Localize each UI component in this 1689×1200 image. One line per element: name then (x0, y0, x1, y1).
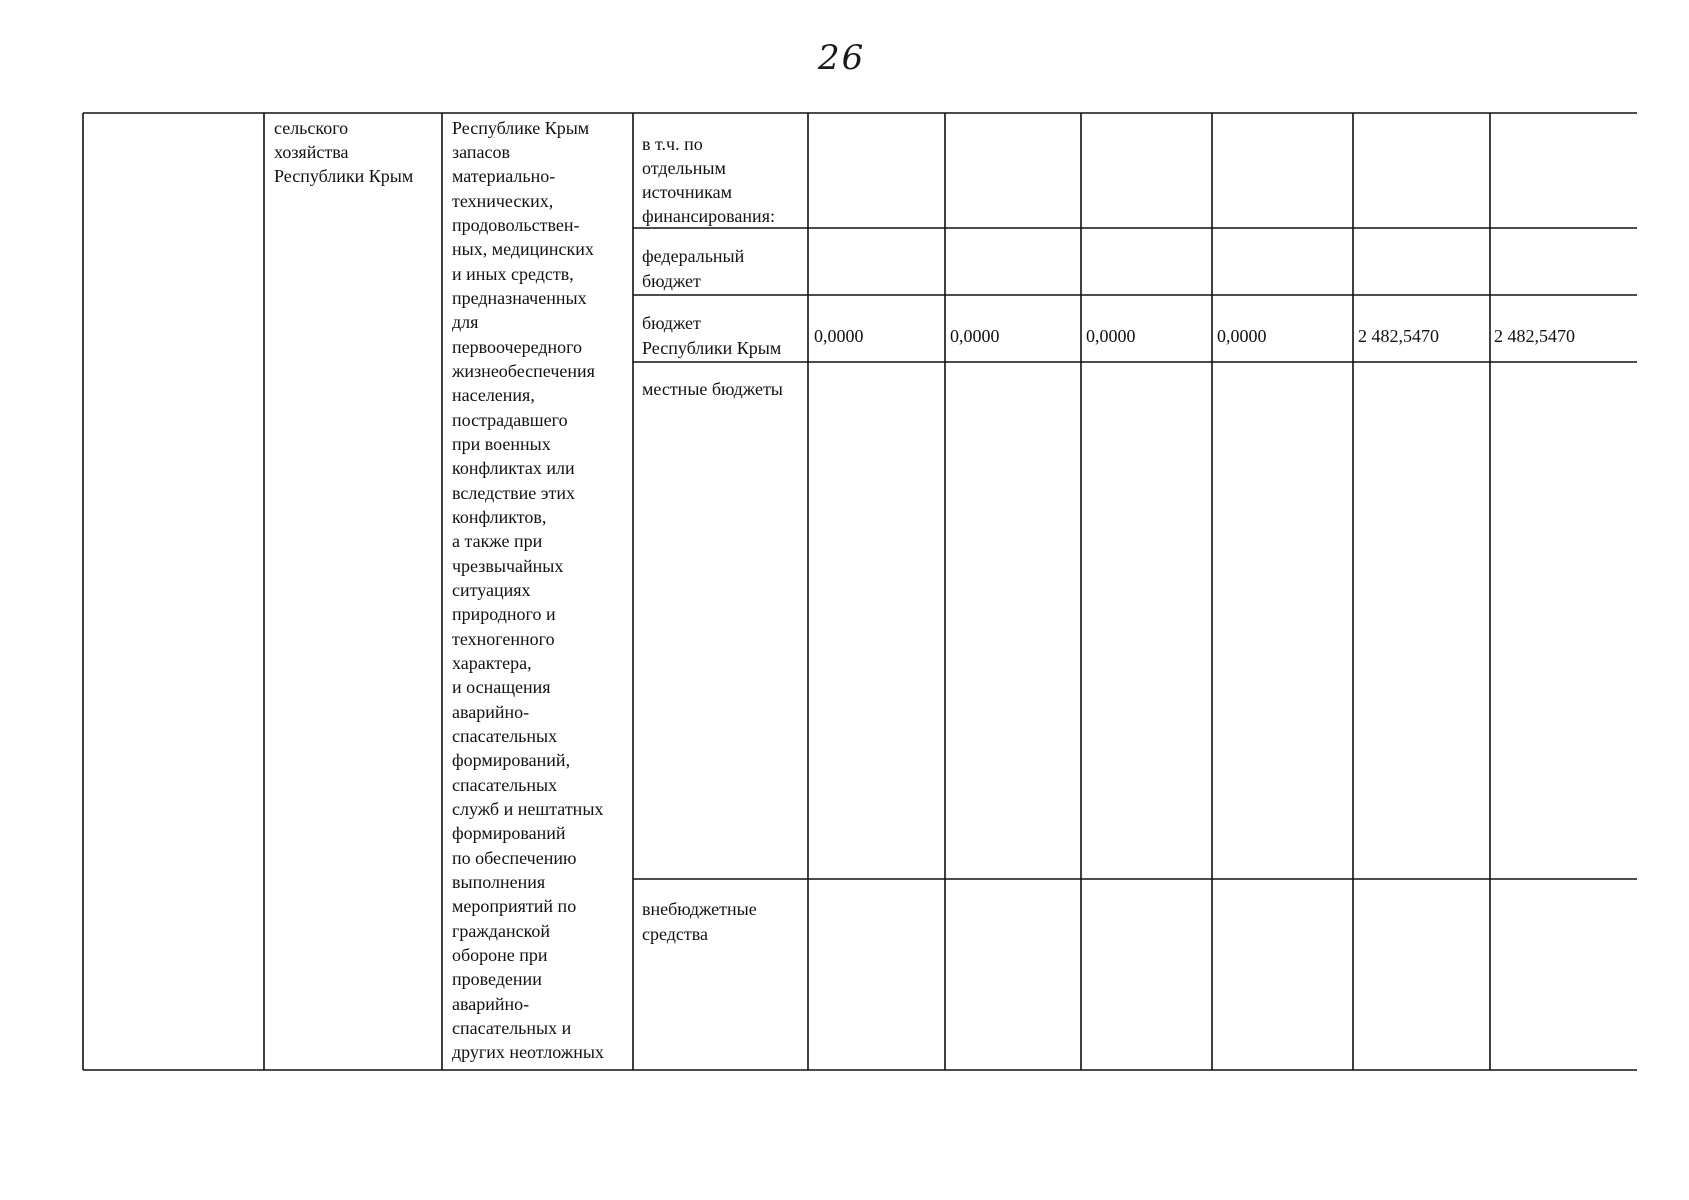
value-cell: 0,0000 (814, 326, 864, 346)
desc-line: для (452, 312, 479, 332)
desc-line: пострадавшего (452, 410, 568, 430)
desc-line: материально- (452, 166, 556, 186)
desc-line: технических, (452, 191, 554, 211)
source-line: федеральный (642, 246, 745, 266)
org-line: хозяйства (274, 142, 349, 162)
desc-line: проведении (452, 969, 542, 989)
desc-line: формирований, (452, 750, 571, 770)
org-line: сельского (274, 118, 349, 138)
desc-line: спасательных (452, 726, 558, 746)
desc-line: Республике Крым (452, 118, 590, 138)
desc-line: чрезвычайных (452, 556, 564, 576)
value-cell: 2 482,5470 (1358, 326, 1439, 346)
source-line: Республики Крым (642, 338, 782, 358)
desc-line: и иных средств, (452, 264, 574, 284)
desc-line: мероприятий по (452, 896, 577, 916)
source-line: бюджет (642, 271, 701, 291)
desc-line: продовольствен- (452, 215, 580, 235)
source-line: бюджет (642, 313, 701, 333)
desc-line: ситуациях (452, 580, 531, 600)
desc-line: служб и нештатных (452, 799, 604, 819)
desc-line: выполнения (452, 872, 546, 892)
desc-line: аварийно- (452, 994, 530, 1014)
desc-line: при военных (452, 434, 551, 454)
page-number: 26 (818, 38, 866, 78)
source-line: местные бюджеты (642, 379, 783, 399)
desc-line: жизнеобеспечения (452, 361, 595, 381)
desc-line: конфликтах или (452, 458, 575, 478)
value-cell: 2 482,5470 (1494, 326, 1575, 346)
source-line: внебюджетные (642, 899, 757, 919)
desc-line: спасательных (452, 775, 558, 795)
desc-line: населения, (452, 385, 535, 405)
desc-line: других неотложных (452, 1042, 604, 1062)
source-line: финансирования: (642, 206, 775, 226)
desc-line: спасательных и (452, 1018, 572, 1038)
desc-line: обороне при (452, 945, 548, 965)
source-line: отдельным (642, 158, 726, 178)
desc-line: вследствие этих (452, 483, 575, 503)
desc-line: аварийно- (452, 702, 530, 722)
desc-line: первоочередного (452, 337, 583, 357)
desc-line: техногенного (452, 629, 555, 649)
desc-line: а также при (452, 531, 543, 551)
desc-line: формирований (452, 823, 566, 843)
desc-line: запасов (452, 142, 510, 162)
desc-line: природного и (452, 604, 556, 624)
desc-line: ных, медицинских (452, 239, 594, 259)
org-line: Республики Крым (274, 166, 414, 186)
source-line: средства (642, 924, 709, 944)
desc-line: предназначенных (452, 288, 587, 308)
desc-line: по обеспечению (452, 848, 577, 868)
source-line: источникам (642, 182, 732, 202)
value-cell: 0,0000 (1217, 326, 1267, 346)
desc-line: характера, (452, 653, 532, 673)
desc-line: и оснащения (452, 677, 551, 697)
value-cell: 0,0000 (1086, 326, 1136, 346)
value-cell: 0,0000 (950, 326, 1000, 346)
desc-line: конфликтов, (452, 507, 547, 527)
desc-line: гражданской (452, 921, 551, 941)
source-line: в т.ч. по (642, 134, 703, 154)
